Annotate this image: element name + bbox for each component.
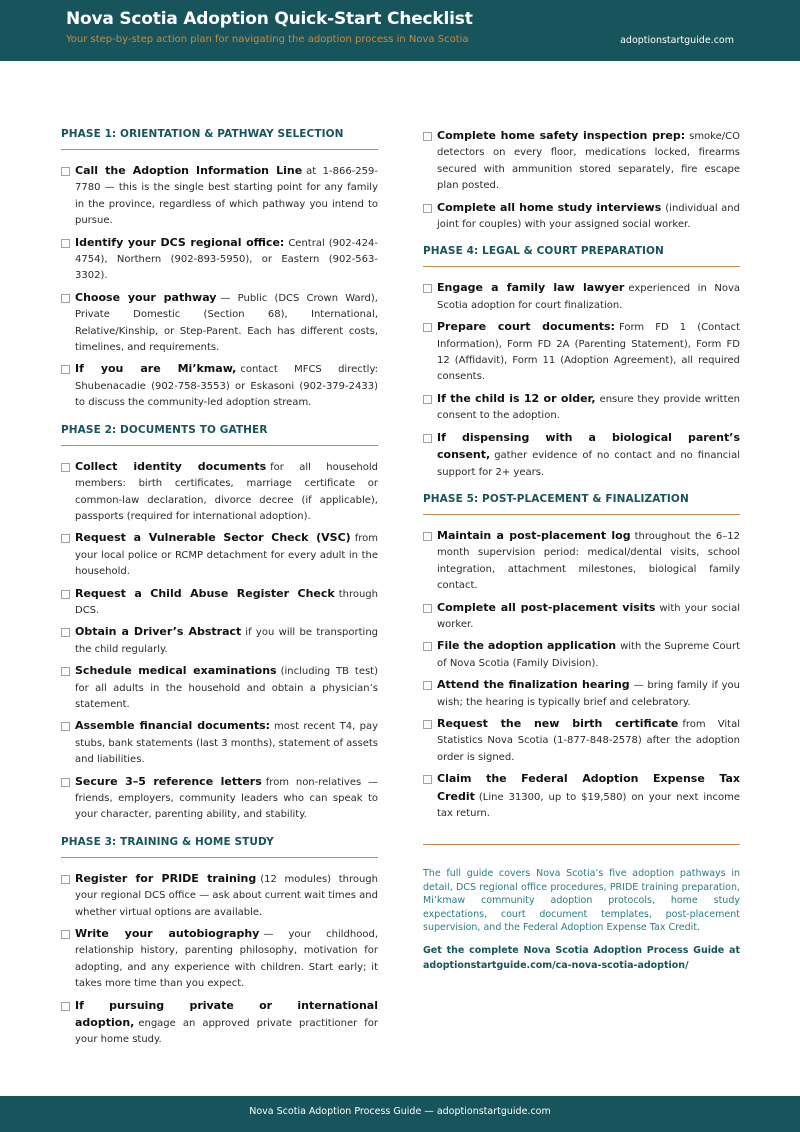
checkbox[interactable] <box>61 167 70 176</box>
checklist-item[interactable] <box>423 677 740 711</box>
item-lead: Request a Vulnerable Sector Check (VSC) <box>75 531 351 545</box>
item-text: at 1-866-259-7780 — this is the single best starting point for any family in the province, regardless of which pathway you intend to pursue. <box>75 166 378 227</box>
checkbox[interactable] <box>61 930 70 939</box>
checkbox[interactable] <box>61 628 70 637</box>
divider <box>423 844 740 845</box>
item-text: from Vital Statistics Nova Scotia (1-877-848-2578) after the adoption order is signed. <box>437 718 740 763</box>
item-lead: Schedule medical examinations <box>75 664 277 678</box>
item-lead: Complete home safety inspection prep: <box>437 129 686 142</box>
item-lead: File the adoption application <box>437 639 617 653</box>
item-text: (12 modules) through your regional DCS office — ask about current wait times and whether virtual options are available. <box>75 873 378 918</box>
item-lead: Complete all post-placement visits <box>437 600 656 614</box>
checklist-item[interactable] <box>423 430 740 481</box>
checklist-item[interactable] <box>61 459 378 526</box>
item-text: with your social worker. <box>437 602 740 630</box>
checkbox[interactable] <box>423 532 432 541</box>
item-text: smoke/CO detectors on every floor, medications locked, firearms secured with ammunition stored separately, fire escape plan posted. <box>437 131 740 192</box>
item-lead: Identify your DCS regional office: <box>75 235 285 249</box>
item-lead: Maintain a post-placement log <box>437 528 631 542</box>
item-lead: Prepare court documents: <box>437 320 615 334</box>
phase-3-continued <box>423 128 740 233</box>
promo-text: The full guide covers Nova Scotia’s five adoption pathways in detail, DCS regional office procedures, PRIDE training preparation, Mi’kmaw community adoption protocols, home study expectations, court document templates, post-placement supervision, and the Federal Adoption Expense Tax Credit. <box>423 868 740 934</box>
item-text: — bring family if you wish; the hearing is typically brief and celebratory. <box>437 680 740 708</box>
phase-title: PHASE 4: LEGAL & COURT PREPARATION <box>423 245 740 267</box>
phase-1 <box>61 128 378 412</box>
item-lead: Engage a family law lawyer <box>437 281 625 295</box>
checkbox[interactable] <box>61 778 70 787</box>
item-lead: If the child is 12 or older, <box>437 391 596 405</box>
checklist-item[interactable] <box>61 290 378 357</box>
item-lead: Secure 3–5 reference letters <box>75 774 262 788</box>
checkbox[interactable] <box>61 239 70 248</box>
checklist-item[interactable] <box>61 586 378 620</box>
item-lead: Call the Adoption Information Line <box>75 164 303 177</box>
checkbox[interactable] <box>423 681 432 690</box>
checklist-item[interactable] <box>61 361 378 411</box>
item-text: with the Supreme Court of Nova Scotia (Family Division). <box>437 641 740 669</box>
item-text: through DCS. <box>75 588 378 616</box>
item-text: for all household members: birth certificates, marriage certificate or common-law declaration, divorce decree (if applicable), passports (required for international adoption). <box>75 461 378 522</box>
phase-4 <box>423 245 740 480</box>
checklist-item[interactable] <box>61 774 378 824</box>
item-text: engage an approved private practitioner for your home study. <box>75 1018 378 1046</box>
checkbox[interactable] <box>423 395 432 404</box>
checkbox[interactable] <box>61 875 70 884</box>
item-text: gather evidence of no contact and no financial support for 2+ years. <box>437 450 740 478</box>
checkbox[interactable] <box>61 590 70 599</box>
item-lead: Attend the finalization hearing <box>437 678 630 692</box>
phase-title: PHASE 2: DOCUMENTS TO GATHER <box>61 424 378 446</box>
item-text: Central (902-424-4754), Northern (902-893-5950), or Eastern (902-563-3302). <box>75 237 378 282</box>
checklist-item[interactable] <box>61 998 378 1049</box>
checklist-item[interactable] <box>61 530 378 580</box>
item-lead: If dispensing with a biological parent’s consent, <box>437 430 740 462</box>
item-text: contact MFCS directly: Shubenacadie (902-758-3553) or Eskasoni (902-379-2433) to discuss the community-led adoption stream. <box>75 364 379 409</box>
page-header <box>0 0 800 61</box>
checklist-item[interactable] <box>61 718 378 768</box>
checklist-item[interactable] <box>423 319 740 386</box>
checklist-item[interactable] <box>423 200 740 234</box>
item-lead: Choose your pathway <box>75 290 217 304</box>
item-lead: Request the new birth certificate <box>437 716 679 730</box>
checklist-item[interactable] <box>61 663 378 713</box>
checklist-item[interactable] <box>423 638 740 672</box>
item-lead: Request a Child Abuse Register Check <box>75 586 335 600</box>
item-text: Form FD 1 (Contact Information), Form FD 2A (Parenting Statement), Form FD 12 (Affidavit), Form 11 (Adoption Agreement), all required consents. <box>437 322 740 383</box>
promo-cta-link[interactable]: Get the complete Nova Scotia Adoption Process Guide at adoptionstartguide.com/ca-nova-scotia-adoption/ <box>423 944 740 972</box>
page-footer <box>0 1096 800 1132</box>
item-text: ensure they provide written consent to the adoption. <box>437 393 741 422</box>
checklist-item[interactable] <box>61 871 378 921</box>
phase-2 <box>61 424 378 824</box>
item-text: (individual and joint for couples) with your assigned social worker. <box>437 202 740 231</box>
item-text: throughout the 6–12 month supervision period: medical/dental visits, school integration, attachment milestones, biological family contact. <box>437 530 740 592</box>
checkbox[interactable] <box>423 434 432 443</box>
checkbox[interactable] <box>423 132 432 141</box>
checkbox[interactable] <box>423 323 432 332</box>
item-lead: Assemble financial documents: <box>75 719 271 733</box>
checkbox[interactable] <box>423 720 432 729</box>
checkbox[interactable] <box>423 642 432 651</box>
left-column <box>61 128 378 1061</box>
item-text: from non-relatives — friends, employers, community leaders who can speak to your character, parenting ability, and stability. <box>75 776 378 821</box>
item-text: (including TB test) for all adults in the household and obtain a physician’s statement. <box>75 666 379 710</box>
item-lead: If pursuing private or international adoption, <box>75 998 378 1030</box>
checklist-item[interactable] <box>61 624 378 658</box>
item-lead: Complete all home study interviews <box>437 200 662 214</box>
item-lead: Collect identity documents <box>75 459 267 473</box>
checklist-item[interactable] <box>61 163 378 230</box>
phase-title: PHASE 1: ORIENTATION & PATHWAY SELECTION <box>61 128 378 150</box>
item-lead: Claim the Federal Adoption Expense Tax Credit <box>437 772 740 803</box>
checkbox[interactable] <box>423 204 432 213</box>
checkbox[interactable] <box>61 294 70 303</box>
checkbox[interactable] <box>61 534 70 543</box>
item-text: — your childhood, relationship history, parenting philosophy, motivation for adopting, and any experience with children. Start early; it takes more time than you expect. <box>75 929 378 990</box>
phase-3 <box>61 836 378 1049</box>
checkbox[interactable] <box>61 365 70 374</box>
checkbox[interactable] <box>423 604 432 613</box>
phase-title: PHASE 3: TRAINING & HOME STUDY <box>61 836 378 858</box>
checkbox[interactable] <box>423 775 432 784</box>
phase-5 <box>423 493 740 823</box>
item-text: (Line 31300, up to $19,580) on your next income tax return. <box>437 791 740 819</box>
footer-text: Nova Scotia Adoption Process Guide — adoptionstartguide.com <box>249 1106 551 1117</box>
checkbox[interactable] <box>61 463 70 472</box>
page-title: Nova Scotia Adoption Quick-Start Checklist <box>66 9 473 29</box>
checklist-item[interactable] <box>423 771 740 822</box>
checkbox[interactable] <box>61 667 70 676</box>
item-lead: Write your autobiography <box>75 927 260 941</box>
checklist-item[interactable] <box>423 128 740 195</box>
item-lead: Register for PRIDE training <box>75 871 257 885</box>
item-lead: Obtain a Driver’s Abstract <box>75 625 242 639</box>
phase-title: PHASE 5: POST-PLACEMENT & FINALIZATION <box>423 493 740 515</box>
item-lead: If you are Mi’kmaw, <box>75 362 237 376</box>
item-text: experienced in Nova Scotia adoption for court finalization. <box>437 283 740 311</box>
checkbox[interactable] <box>61 1002 70 1011</box>
checkbox[interactable] <box>423 284 432 293</box>
checklist-item[interactable] <box>423 391 740 425</box>
item-text: from your local police or RCMP detachment for every adult in the household. <box>75 533 378 578</box>
item-text: if you will be transporting the child regularly. <box>75 627 379 655</box>
checklist-item[interactable] <box>423 600 740 634</box>
item-text: — Public (DCS Crown Ward), Private Domestic (Section 68), International, Relative/Kinship, or Step-Parent. Each has different costs, timelines, and requirements. <box>75 292 378 354</box>
item-text: most recent T4, pay stubs, bank statements (last 3 months), statement of assets and liabilities. <box>75 721 378 766</box>
right-column <box>423 128 740 974</box>
header-site-link[interactable]: adoptionstartguide.com <box>620 35 734 46</box>
checklist-item[interactable] <box>423 716 740 766</box>
checklist-item[interactable] <box>61 235 378 285</box>
page-subtitle: Your step-by-step action plan for navigating the adoption process in Nova Scotia <box>66 34 469 45</box>
checkbox[interactable] <box>61 722 70 731</box>
checklist-item[interactable] <box>61 926 378 993</box>
checklist-item[interactable] <box>423 280 740 314</box>
checklist-item[interactable] <box>423 528 740 595</box>
